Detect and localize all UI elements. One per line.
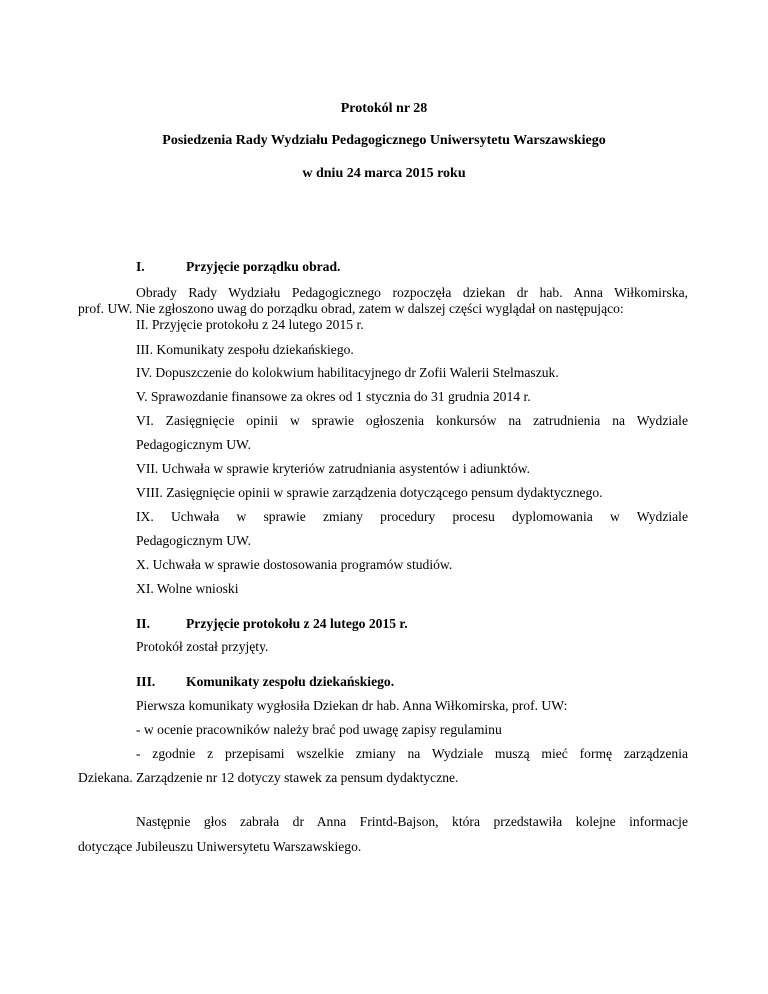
section-3-line: Następnie głos zabrała dr Anna Frintd-Bajson, która przedstawiła kolejne informacje: [136, 814, 688, 829]
section-2-number: II.: [136, 616, 150, 631]
section-3-line: Pierwsza komunikaty wygłosiła Dziekan dr hab. Anna Wiłkomirska, prof. UW:: [136, 698, 568, 713]
agenda-item: VI. Zasięgnięcie opinii w sprawie ogłoszenia konkursów na zatrudnienia na Wydziale: [136, 413, 688, 428]
agenda-item: II. Przyjęcie protokołu z 24 lutego 2015 r.: [136, 317, 364, 332]
document-date: w dniu 24 marca 2015 roku: [302, 166, 466, 181]
section-1-paragraph-line-1: Obrady Rady Wydziału Pedagogicznego rozpoczęła dziekan dr hab. Anna Wiłkomirska,: [136, 285, 688, 300]
section-1-paragraph-line-2: prof. UW. Nie zgłoszono uwag do porządku obrad, zatem w dalszej części wyglądał on następująco:: [78, 301, 624, 316]
document-subtitle: Posiedzenia Rady Wydziału Pedagogicznego Uniwersytetu Warszawskiego: [162, 133, 606, 148]
agenda-item: V. Sprawozdanie finansowe za okres od 1 stycznia do 31 grudnia 2014 r.: [136, 389, 531, 404]
section-2-title: Przyjęcie protokołu z 24 lutego 2015 r.: [186, 616, 408, 631]
agenda-item: VII. Uchwała w sprawie kryteriów zatrudniania asystentów i adiunktów.: [136, 461, 530, 476]
agenda-item: III. Komunikaty zespołu dziekańskiego.: [136, 342, 354, 357]
agenda-item-continuation: Pedagogicznym UW.: [136, 437, 252, 452]
section-3-line: - zgodnie z przepisami wszelkie zmiany na Wydziale muszą mieć formę zarządzenia: [136, 746, 688, 761]
section-3-line: - w ocenie pracowników należy brać pod uwagę zapisy regulaminu: [136, 722, 502, 737]
agenda-item: X. Uchwała w sprawie dostosowania programów studiów.: [136, 557, 453, 572]
section-3-line: dotyczące Jubileuszu Uniwersytetu Warszawskiego.: [78, 839, 362, 854]
agenda-item-continuation: Pedagogicznym UW.: [136, 533, 252, 548]
section-1-title: Przyjęcie porządku obrad.: [186, 259, 341, 274]
section-3-number: III.: [136, 674, 156, 689]
section-3-line: Dziekana. Zarządzenie nr 12 dotyczy stawek za pensum dydaktyczne.: [78, 770, 459, 785]
document-title: Protokól nr 28: [340, 101, 428, 116]
agenda-item: IV. Dopuszczenie do kolokwium habilitacyjnego dr Zofii Walerii Stelmaszuk.: [136, 365, 559, 380]
agenda-item: XI. Wolne wnioski: [136, 581, 239, 596]
agenda-item: IX. Uchwała w sprawie zmiany procedury procesu dyplomowania w Wydziale: [136, 509, 688, 524]
section-3-title: Komunikaty zespołu dziekańskiego.: [186, 674, 395, 689]
section-1-number: I.: [136, 259, 145, 274]
section-2-text: Protokół został przyjęty.: [136, 639, 269, 654]
agenda-item: VIII. Zasięgnięcie opinii w sprawie zarządzenia dotyczącego pensum dydaktycznego.: [136, 485, 603, 500]
